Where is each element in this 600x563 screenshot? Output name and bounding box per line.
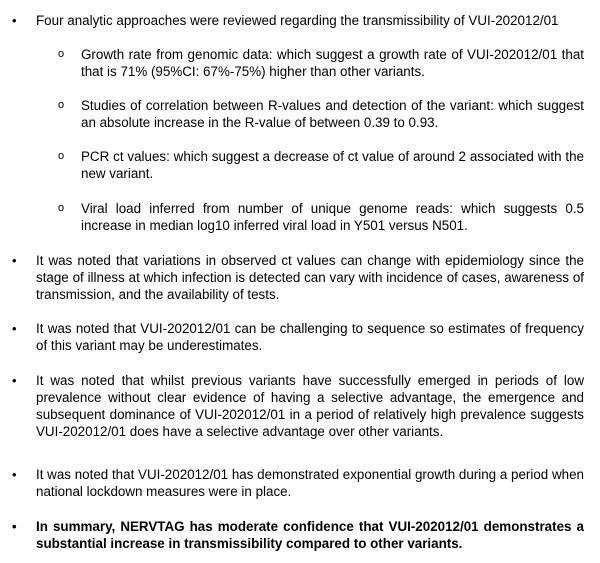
- bullet-text: It was noted that whilst previous variants have successfully emerged in periods of low prevalence without clear evidence of having a selective advantage, the emergence and subsequent dominance of VUI-202012/01 in a period of relatively high prevalence suggests VUI-202012/01 does have a selective advantage over other variants.: [36, 373, 584, 439]
- bullet-icon: •: [12, 253, 17, 268]
- bullet-text: It was noted that variations in observed ct values can change with epidemiology since the stage of illness at which infection is detected can vary with incidence of cases, awareness of transmission, and the availability of tests.: [36, 253, 584, 302]
- sub-bullet-icon: o: [58, 99, 65, 111]
- sub-item-text: PCR ct values: which suggest a decrease of ct value of around 2 associated with the new variant.: [81, 149, 584, 181]
- summary-text: In summary, NERVTAG has moderate confidence that VUI-202012/01 demonstrates a substantial increase in transmissibility compared to other variants.: [36, 519, 584, 551]
- sub-item-text: Growth rate from genomic data: which suggest a growth rate of VUI-202012/01 that that is 71% (95%CI: 67%-75%) higher than other variants.: [81, 47, 584, 79]
- bullet-text: It was noted that VUI-202012/01 can be challenging to sequence so estimates of frequency of this variant may be underestimates.: [36, 321, 584, 353]
- bullet-icon: •: [12, 519, 17, 534]
- sub-item-text: Viral load inferred from number of unique genome reads: which suggests 0.5 increase in median log10 inferred viral load in Y501 versus N501.: [81, 201, 584, 233]
- bullet-icon: •: [12, 13, 17, 28]
- sub-item-text: Studies of correlation between R-values and detection of the variant: which suggest an absolute increase in the R-value of between 0.39 to 0.93.: [81, 98, 584, 130]
- bullet-icon: •: [12, 321, 17, 336]
- sub-bullet-icon: o: [58, 202, 65, 214]
- bullet-icon: •: [12, 467, 17, 482]
- sub-bullet-icon: o: [58, 150, 65, 162]
- sub-bullet-icon: o: [58, 48, 65, 60]
- bullet-icon: •: [12, 373, 17, 388]
- bullet-text: It was noted that VUI-202012/01 has demonstrated exponential growth during a period when national lockdown measures were in place.: [36, 467, 584, 499]
- bullet-text: Four analytic approaches were reviewed regarding the transmissibility of VUI-202012/01: [36, 13, 559, 28]
